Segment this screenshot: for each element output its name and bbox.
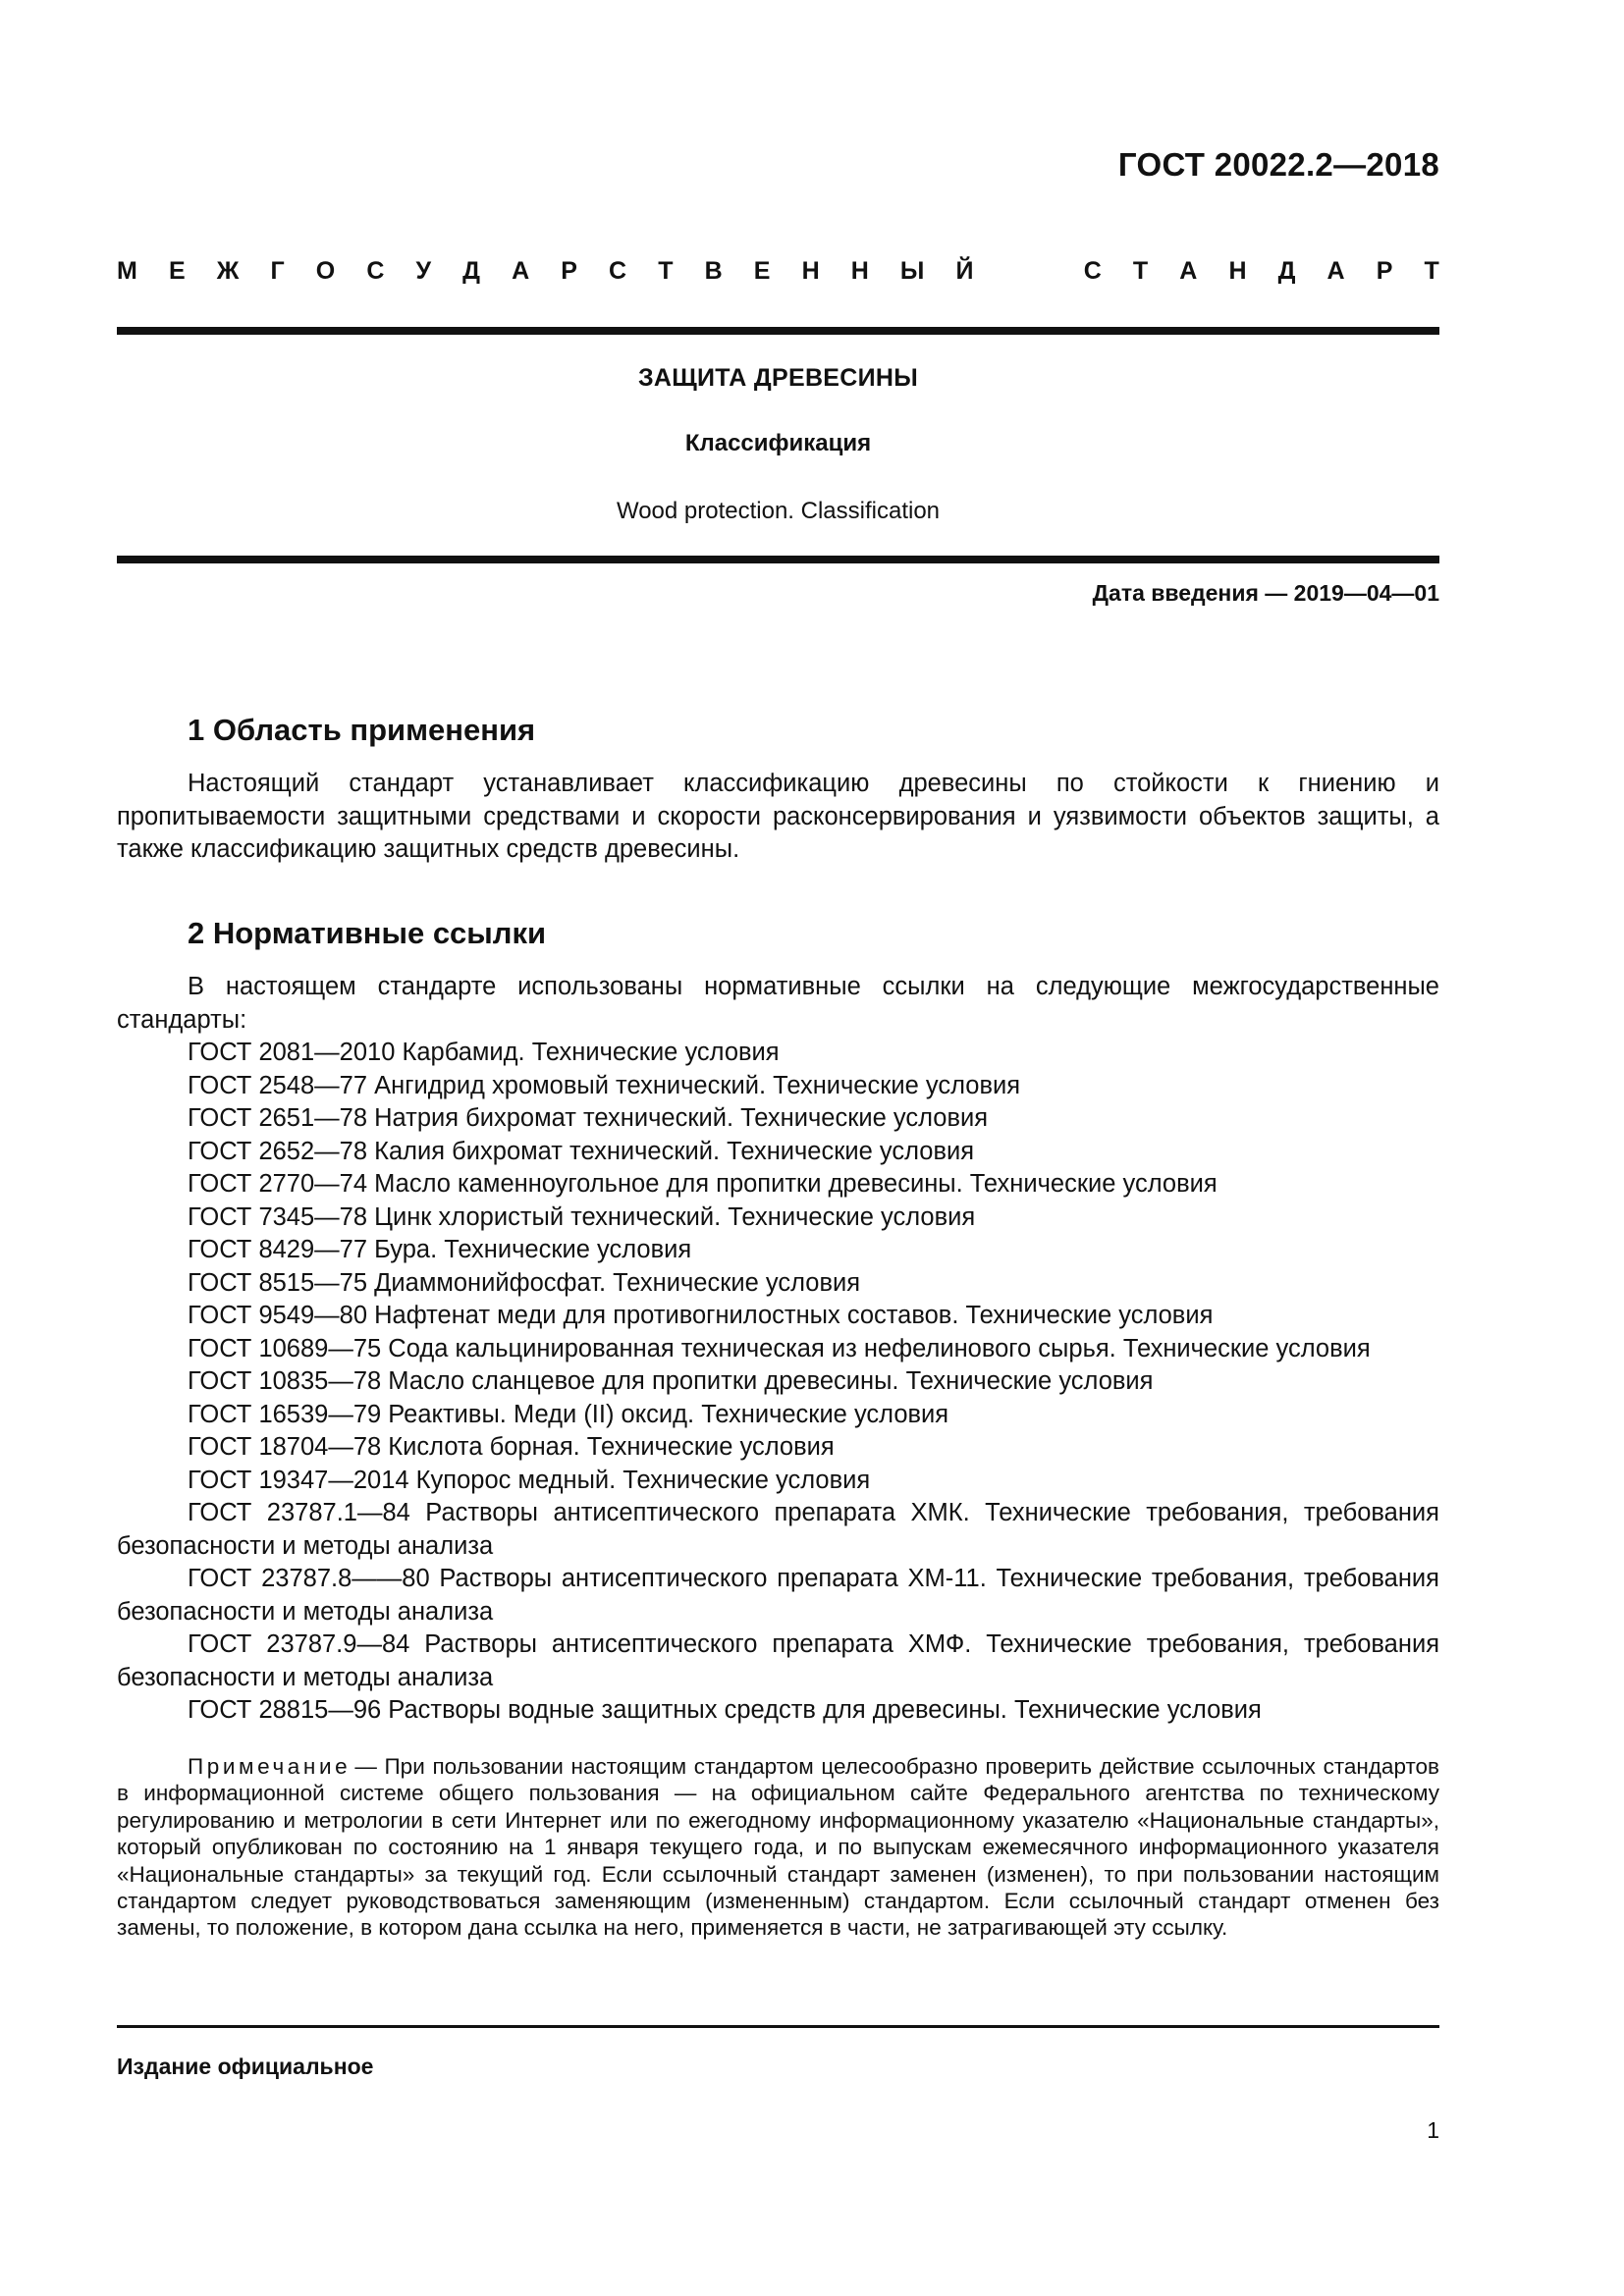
word-gap xyxy=(1005,257,1053,286)
standard-type-letter: Р xyxy=(1376,257,1393,285)
reference-item: ГОСТ 16539—79 Реактивы. Меди (II) оксид. Технические условия xyxy=(188,1400,949,1428)
section-2-intro-content: В настоящем стандарте использованы нормативные ссылки на следующие межгосударственные стандарты: xyxy=(117,973,1439,1034)
standard-type-letter: Й xyxy=(955,257,974,285)
reference-item: ГОСТ 19347—2014 Купорос медный. Технические условия xyxy=(188,1466,871,1494)
header-top-rule xyxy=(117,327,1439,335)
normative-references-list xyxy=(117,1037,1439,1728)
document-number: ГОСТ 20022.2—2018 xyxy=(1117,146,1439,183)
reference-item: ГОСТ 2081—2010 Карбамид. Технические условия xyxy=(188,1039,780,1066)
reference-item: ГОСТ 23787.1—84 Растворы антисептического препарата ХМК. Технические требования, требования безопасности и методы анализа xyxy=(117,1499,1439,1560)
section-1-text xyxy=(117,768,1439,867)
note-label: Примечание xyxy=(188,1754,352,1779)
reference-item: ГОСТ 2548—77 Ангидрид хромовый технический. Технические условия xyxy=(188,1071,1021,1099)
standard-type-letter: Г xyxy=(270,257,285,285)
section-1-heading: 1 Область применения xyxy=(188,713,536,747)
standard-type-letter: Н xyxy=(850,257,869,285)
references-note xyxy=(117,1753,1439,1942)
page-number: 1 xyxy=(1427,2117,1439,2143)
section-2-intro xyxy=(117,971,1439,1037)
standard-type-letter: Ы xyxy=(899,257,925,285)
standard-type-letter: А xyxy=(1179,257,1198,285)
reference-item: ГОСТ 7345—78 Цинк хлористый технический. Технические условия xyxy=(188,1202,976,1231)
reference-item: ГОСТ 2651—78 Натрия бихромат технический. Технические условия xyxy=(188,1104,989,1132)
reference-item: ГОСТ 23787.8——80 Растворы антисептического препарата ХМ-11. Технические требования, требования безопасности и методы анализа xyxy=(117,1565,1439,1626)
reference-item: ГОСТ 23787.9—84 Растворы антисептического препарата ХМФ. Технические требования, требования безопасности и методы анализа xyxy=(117,1630,1439,1691)
standard-type-letter: Р xyxy=(561,257,577,285)
standard-type-letter: Н xyxy=(1228,257,1247,285)
standard-type-letter: С xyxy=(609,257,627,285)
standard-type-letter: Ж xyxy=(216,257,240,285)
reference-item: ГОСТ 18704—78 Кислота борная. Технические условия xyxy=(188,1433,835,1461)
standard-type-letter: Т xyxy=(658,257,674,285)
standard-type-letter: Т xyxy=(1132,257,1149,285)
standard-type-letter: Т xyxy=(1424,257,1439,285)
standard-type-letter: А xyxy=(1326,257,1345,285)
header-bottom-rule xyxy=(117,556,1439,563)
standard-type-letter: Д xyxy=(462,257,480,285)
standard-type-letter: Е xyxy=(168,257,186,285)
standard-type-letter: А xyxy=(512,257,530,285)
reference-item: ГОСТ 2770—74 Масло каменноугольное для пропитки древесины. Технические условия xyxy=(188,1170,1218,1198)
standard-type-letter: О xyxy=(315,257,336,285)
reference-item: ГОСТ 10835—78 Масло сланцевое для пропитки древесины. Технические условия xyxy=(188,1367,1154,1395)
reference-item: ГОСТ 8429—77 Бура. Технические условия xyxy=(188,1236,692,1263)
document-title: ЗАЩИТА ДРЕВЕСИНЫ xyxy=(637,364,919,392)
reference-item: ГОСТ 10689—75 Сода кальцинированная техническая из нефелинового сырья. Технические условия xyxy=(188,1334,1371,1362)
reference-item: ГОСТ 28815—96 Растворы водные защитных средств для древесины. Технические условия xyxy=(188,1696,1262,1724)
section-1-text-content: Настоящий стандарт устанавливает классификацию древесины по стойкости к гниению и пропитываемости защитными средствами и скорости расконсервирования и уязвимости объектов защиты, а также классификацию защитных средств древесины. xyxy=(117,770,1439,863)
standard-type-letter: С xyxy=(366,257,385,285)
standard-type-letter: С xyxy=(1083,257,1102,285)
document-title-english: Wood protection. Classification xyxy=(616,498,941,524)
note-text: — При пользовании настоящим стандартом целесообразно проверить действие ссылочных стандартов в информационной системе общего пользования — на официальном сайте Федерального агентства по техническому регулированию и метрологии в сети Интернет или по ежегодному информационному указателю «Национальные стандарты», который опубликован по состоянию на 1 января текущего года, и по выпускам ежемесячного информационного указателя «Национальные стандарты» за текущий год. Если ссылочный стандарт заменен (изменен), то при пользовании настоящим стандартом следует руководствоваться заменяющим (измененным) стандартом. Если ссылочный стандарт отменен без замены, то положение, в котором дана ссылка на него, применяется в части, не затрагивающей эту ссылку. xyxy=(117,1754,1439,1941)
footer-rule xyxy=(117,2025,1439,2028)
standard-type-letter: У xyxy=(415,257,432,285)
reference-item: ГОСТ 2652—78 Калия бихромат технический. Технические условия xyxy=(188,1137,975,1165)
standard-type-letter: В xyxy=(704,257,723,285)
reference-item: ГОСТ 9549—80 Нафтенат меди для противогнилостных составов. Технические условия xyxy=(188,1302,1214,1329)
official-edition-label: Издание официальное xyxy=(117,2054,374,2079)
standard-type-letter: Д xyxy=(1277,257,1296,285)
standard-type-label xyxy=(117,257,1439,286)
standard-type-letter: М xyxy=(117,257,137,285)
introduction-date: Дата введения — 2019—04—01 xyxy=(1092,580,1439,606)
standard-type-letter: Н xyxy=(801,257,820,285)
section-2-heading: 2 Нормативные ссылки xyxy=(188,916,547,950)
standard-type-letter: Е xyxy=(753,257,771,285)
document-subtitle: Классификация xyxy=(684,430,872,456)
reference-item: ГОСТ 8515—75 Диаммонийфосфат. Технические условия xyxy=(188,1268,861,1297)
